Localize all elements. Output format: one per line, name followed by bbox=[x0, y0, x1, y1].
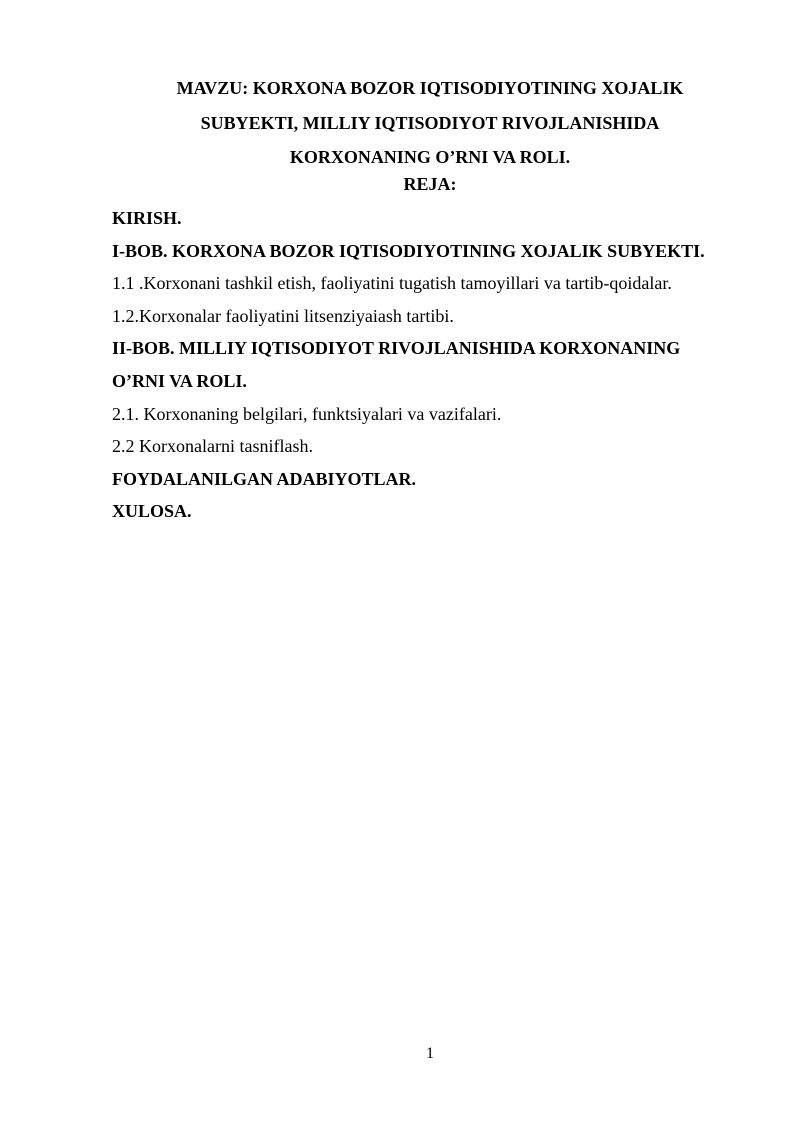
document-title bbox=[80, 71, 780, 175]
toc-section-2-2: 2.2 Korxonalarni tasniflash. bbox=[112, 436, 313, 457]
title-line-1: MAVZU: KORXONA BOZOR IQTISODIYOTINING XOJALIK bbox=[176, 78, 684, 98]
toc-section-1-2: 1.2.Korxonalar faoliyatini litsenziyaiash tartibi. bbox=[112, 305, 454, 326]
toc-chapter-2-heading-line-1: II-BOB. MILLIY IQTISODIYOT RIVOJLANISHIDA KORXONANING bbox=[112, 338, 681, 359]
toc-item-references: FOYDALANILGAN ADABIYOTLAR. bbox=[112, 468, 417, 489]
plan-heading: REJA: bbox=[403, 174, 457, 194]
table-of-contents bbox=[112, 202, 772, 528]
toc-item-introduction: KIRISH. bbox=[112, 208, 182, 228]
toc-section-2-1: 2.1. Korxonaning belgilari, funktsiyalari va vazifalari. bbox=[112, 403, 502, 424]
title-line-2: SUBYEKTI, MILLIY IQTISODIYOT RIVOJLANISHIDA bbox=[200, 112, 660, 133]
toc-section-1-1: 1.1 .Korxonani tashkil etish, faoliyatini tugatish tamoyillari va tartib-qoidalar. bbox=[112, 273, 672, 294]
page-number: 1 bbox=[426, 1045, 434, 1062]
toc-chapter-2-heading-line-2: O’RNI VA ROLI. bbox=[112, 370, 247, 391]
toc-item-conclusion: XULOSA. bbox=[112, 501, 192, 522]
title-line-3: KORXONANING O’RNI VA ROLI. bbox=[289, 147, 571, 167]
toc-chapter-1-heading: I-BOB. KORXONA BOZOR IQTISODIYOTINING XOJALIK SUBYEKTI. bbox=[112, 240, 705, 261]
